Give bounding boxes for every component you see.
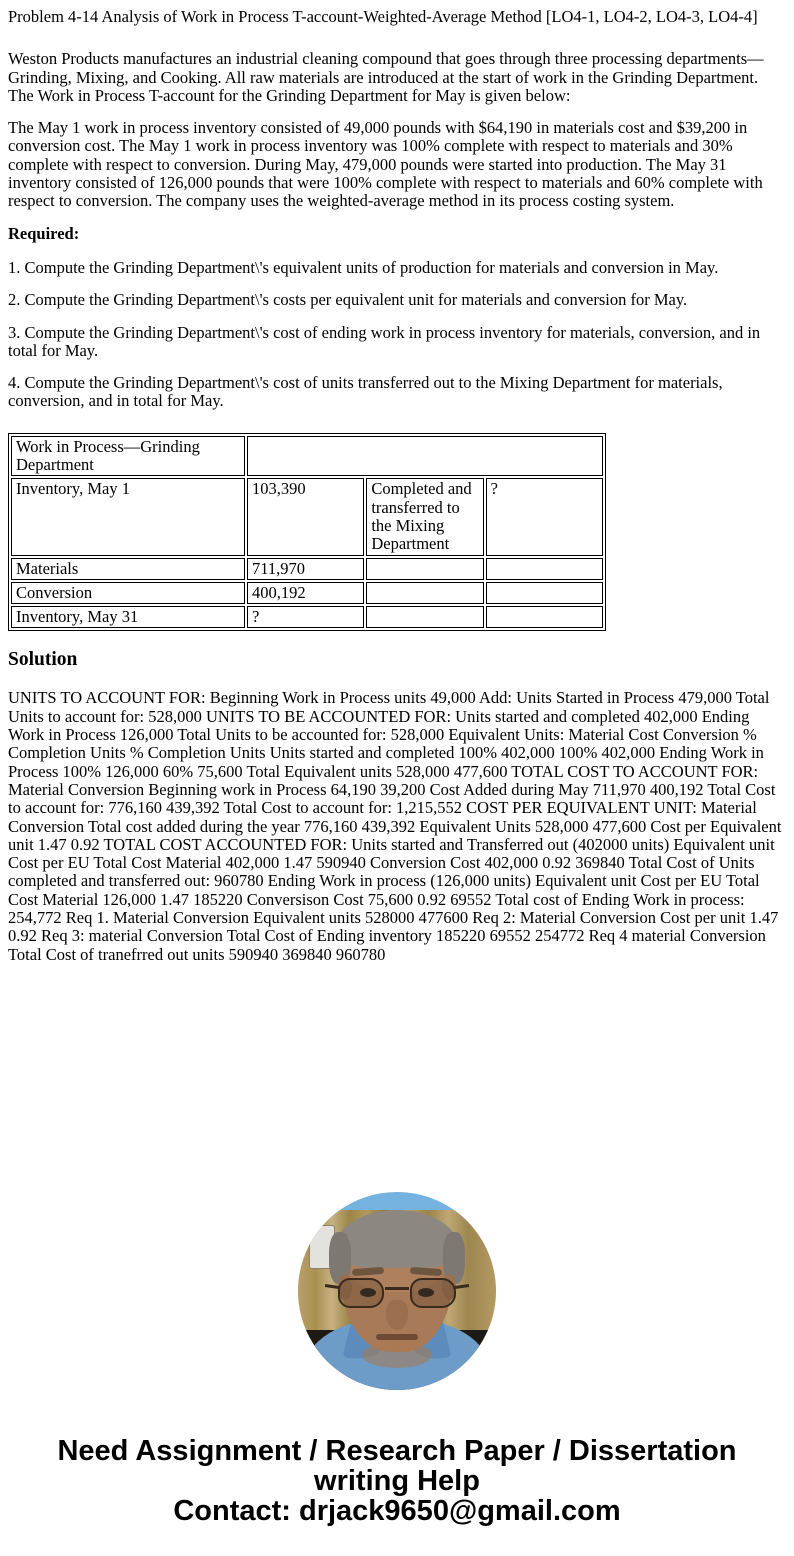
avatar-glasses-bridge — [385, 1287, 409, 1290]
row-amount-conversion: 400,192 — [247, 582, 364, 604]
table-row — [11, 582, 603, 604]
table-row — [11, 606, 603, 628]
row-amount2-inventory-may-31 — [486, 606, 603, 628]
footer-contact-email: Contact: drjack9650@gmail.com — [173, 1494, 621, 1527]
solution-heading: Solution — [8, 649, 78, 671]
row-description-conversion — [366, 582, 483, 604]
solution-body-text: UNITS TO ACCOUNT FOR: Beginning Work in Process units 49,000 Add: Units Started in Process 479,000 Total Units to account for: 528,000 UNITS TO BE ACCOUNTED FOR: Units started and completed 402,000 Ending Work in Process 126,000 Total Units to be accounted for: 528,000 Equivalent Units: Material Cost Conversion % Completion Units % Completion Units Units started and completed 100% 402,000 100% 402,000 Ending Work in Process 100% 126,000 60% 75,600 Total Equivalent units 528,000 477,600 TOTAL COST TO ACCOUNT FOR: Material Conversion Beginning work in Process 64,190 39,200 Cost Added during May 711,970 400,192 Total Cost to account for: 776,160 439,392 Total Cost to account for: 1,215,552 COST PER EQUIVALENT UNIT: Material Conversion Total cost added during the year 776,160 439,392 Equivalent Units 528,000 477,600 Cost per Equivalent unit 1.47 0.92 TOTAL COST ACCOUNTED FOR: Units started and Transferred out (402000 units) Equivalent unit Cost per EU Total Cost Material 402,000 1.47 590940 Conversion Cost 402,000 0.92 369840 Total Cost of Units completed and transferred out: 960780 Ending Work in process (126,000 units) Equivalent unit Cost per EU Total Cost Material 126,000 1.47 185220 Conversison Cost 75,600 0.92 69552 Total cost of Ending Work in process: 254,772 Req 1. Material Conversion Equivalent units 528000 477600 Req 2: Material Conversion Cost per unit 1.47 0.92 Req 3: material Conversion Total Cost of Ending inventory 185220 69552 254772 Req 4 material Conversion Total Cost of tranefrred out units 590940 369840 960780 — [8, 688, 782, 964]
footer-line-1: Need Assignment / Research Paper / Dissertation — [57, 1434, 737, 1467]
avatar — [298, 1192, 496, 1390]
avatar-lens-right — [410, 1278, 456, 1308]
row-label-conversion: Conversion — [11, 582, 245, 604]
row-amount-inventory-may-31: ? — [247, 606, 364, 628]
row-amount-inventory-may-1: 103,390 — [247, 478, 364, 555]
table-row — [11, 558, 603, 580]
row-label-inventory-may-31: Inventory, May 31 — [11, 606, 245, 628]
problem-data-paragraph: The May 1 work in process inventory consisted of 49,000 pounds with $64,190 in materials cost and $39,200 in conversion cost. The May 1 work in process inventory was 100% complete with respect to materials and 30% complete with respect to conversion. During May, 479,000 pounds were started into production. The May 31 inventory consisted of 126,000 pounds that were 100% complete with respect to materials and 60% complete with respect to conversion. The company uses the weighted-average method in its process costing system. — [8, 118, 763, 211]
avatar-mouth — [376, 1334, 418, 1340]
t-account-title-cell: Work in Process—Grinding Department — [11, 436, 245, 477]
avatar-lens-left — [338, 1278, 384, 1308]
row-label-materials: Materials — [11, 558, 245, 580]
row-label-inventory-may-1: Inventory, May 1 — [11, 478, 245, 555]
row-description-materials — [366, 558, 483, 580]
table-header-row — [11, 436, 603, 477]
intro-paragraph: Weston Products manufactures an industrial cleaning compound that goes through three processing departments—Grinding, Mixing, and Cooking. All raw materials are introduced at the start of work in the Grinding Department. The Work in Process T-account for the Grinding Department for May is given below: — [8, 49, 764, 105]
avatar-container — [8, 1192, 786, 1390]
row-amount2-completed-transferred: ? — [486, 478, 603, 555]
row-amount-materials: 711,970 — [247, 558, 364, 580]
row-description-inventory-may-31 — [366, 606, 483, 628]
t-account-header-blank-cell — [247, 436, 603, 477]
avatar-chin — [362, 1342, 432, 1368]
required-item-1: 1. Compute the Grinding Department\'s equivalent units of production for materials and conversion in May. — [8, 257, 719, 277]
required-item-2: 2. Compute the Grinding Department\'s costs per equivalent unit for materials and conversion for May. — [8, 290, 688, 310]
table-row — [11, 478, 603, 555]
row-description-completed-transferred: Completed and transferred to the Mixing Department — [366, 478, 483, 555]
footer-line-2: writing Help — [314, 1464, 480, 1497]
problem-title: Problem 4-14 Analysis of Work in Process T-account-Weighted-Average Method [LO4-1, LO4-2, LO4-3, LO4-4] — [8, 7, 758, 26]
row-amount2-conversion — [486, 582, 603, 604]
work-in-process-t-account-table — [8, 433, 606, 632]
required-heading: Required: — [8, 223, 80, 243]
required-item-3: 3. Compute the Grinding Department\'s cost of ending work in process inventory for materials, conversion, and in total for May. — [8, 322, 761, 360]
avatar-nose — [386, 1300, 408, 1330]
row-amount2-materials — [486, 558, 603, 580]
required-item-4: 4. Compute the Grinding Department\'s cost of units transferred out to the Mixing Department for materials, conversion, and in total for May. — [8, 373, 723, 411]
footer-call-to-action — [8, 1436, 786, 1556]
